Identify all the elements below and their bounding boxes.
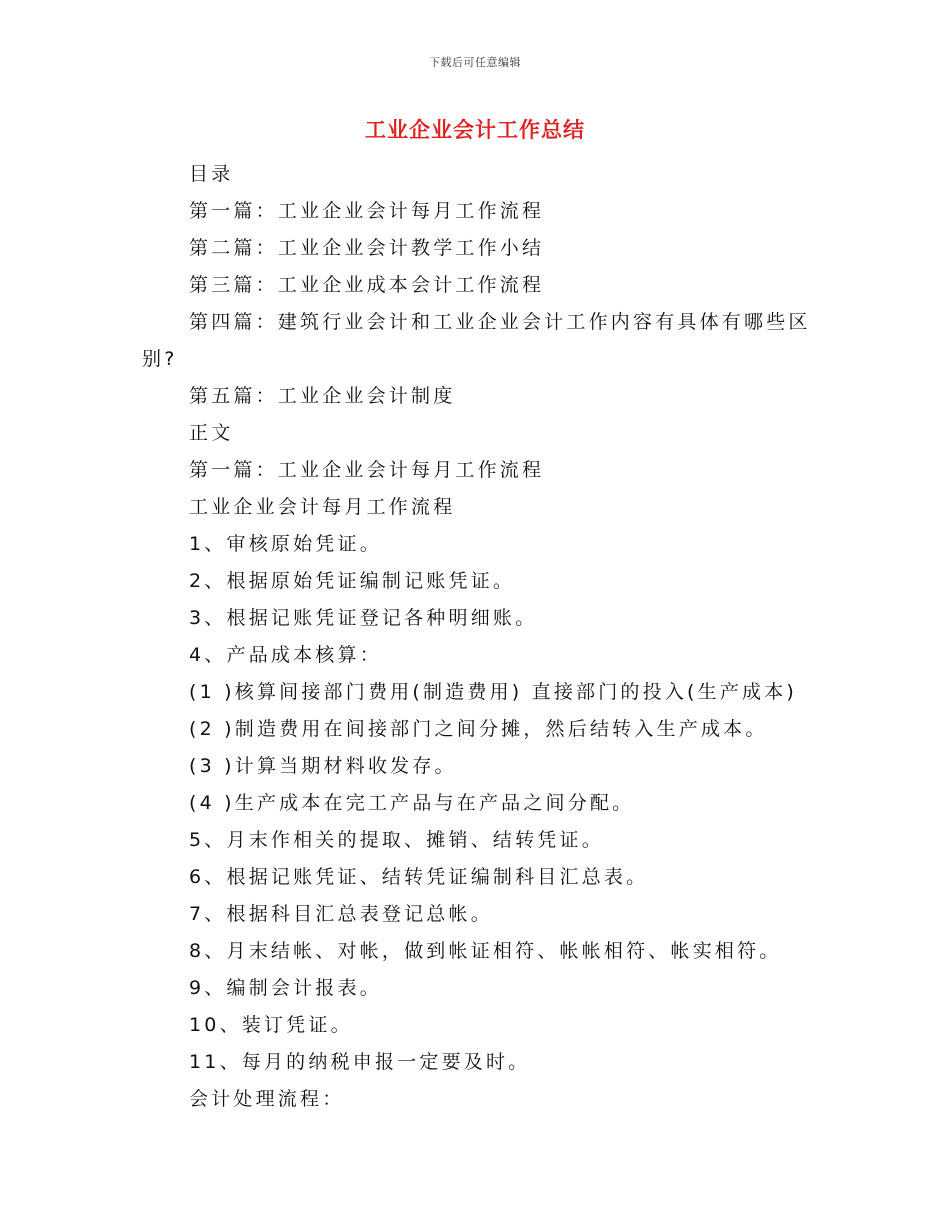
text-line: 11、每月的纳税申报一定要及时。 (189, 1051, 531, 1073)
text-line: 第二篇：工业企业会计教学工作小结 (189, 237, 545, 259)
text-line: (4 )生产成本在完工产品与在产品之间分配。 (189, 792, 635, 814)
text-line: 目录 (189, 163, 234, 185)
page-header-note: 下载后可任意编辑 (429, 56, 521, 69)
text-line: 第四篇：建筑行业会计和工业企业会计工作内容有具体有哪些区 (189, 311, 811, 333)
text-line: 5、月末作相关的提取、摊销、结转凭证。 (189, 829, 604, 851)
text-line: 别? (142, 348, 178, 370)
text-line: (2 )制造费用在间接部门之间分摊，然后结转入生产成本。 (189, 718, 768, 740)
text-line: (3 )计算当期材料收发存。 (189, 755, 457, 777)
text-line: 1、审核原始凭证。 (189, 533, 382, 555)
text-line: 3、根据记账凭证登记各种明细账。 (189, 607, 538, 629)
text-line: 第三篇：工业企业成本会计工作流程 (189, 274, 545, 296)
text-line: 2、根据原始凭证编制记账凭证。 (189, 570, 516, 592)
text-line: 4、产品成本核算： (189, 644, 382, 666)
text-line: (1 )核算间接部门费用(制造费用) 直接部门的投入(生产成本) (189, 681, 798, 703)
text-line: 第一篇：工业企业会计每月工作流程 (189, 200, 545, 222)
text-line: 工业企业会计每月工作流程 (189, 496, 456, 518)
document-title: 工业企业会计工作总结 (365, 118, 585, 142)
text-line: 7、根据科目汇总表登记总帐。 (189, 903, 493, 925)
text-line: 会计处理流程： (189, 1088, 345, 1110)
text-line: 8、月末结帐、对帐，做到帐证相符、帐帐相符、帐实相符。 (189, 940, 782, 962)
text-line: 第五篇：工业企业会计制度 (189, 385, 456, 407)
text-line: 第一篇：工业企业会计每月工作流程 (189, 459, 545, 481)
text-line: 10、装订凭证。 (189, 1014, 353, 1036)
text-line: 正文 (189, 422, 234, 444)
text-line: 6、根据记账凭证、结转凭证编制科目汇总表。 (189, 866, 649, 888)
text-line: 9、编制会计报表。 (189, 977, 382, 999)
document-body (142, 156, 810, 1118)
